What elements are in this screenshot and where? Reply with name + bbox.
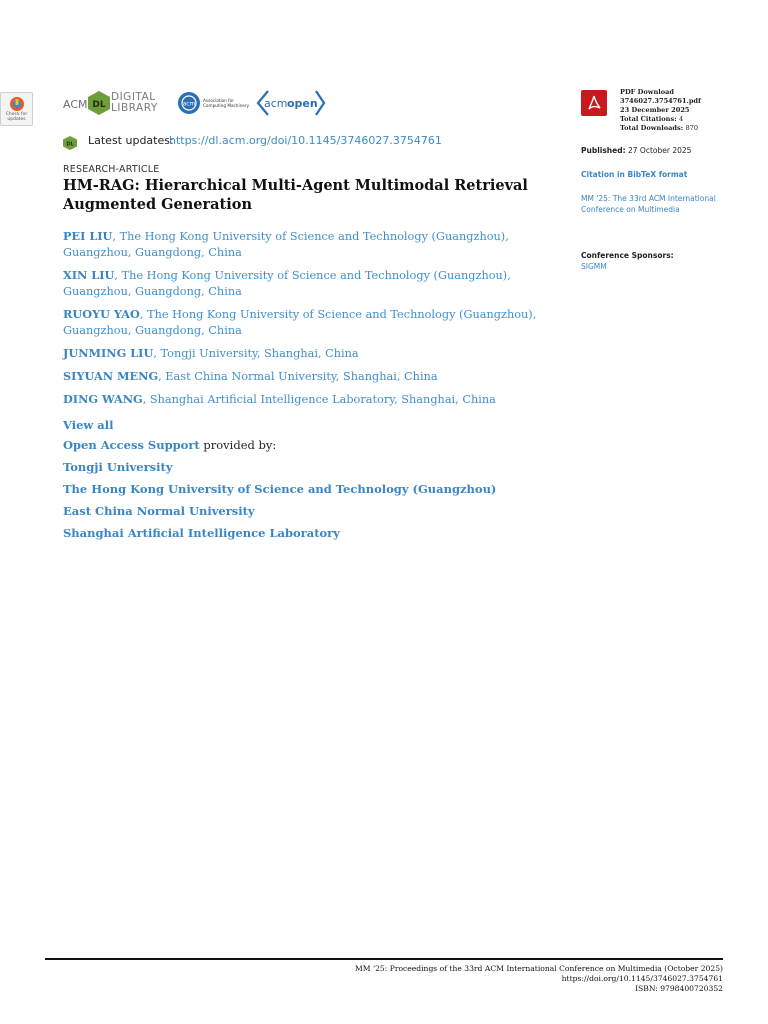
latest-updates-label: Latest updates:: [88, 134, 174, 147]
author-entry: [63, 345, 563, 362]
open-access-section: [63, 437, 563, 547]
author-affiliation: , East China Normal University, Shanghai, China: [158, 370, 438, 383]
footer-divider: [45, 958, 723, 960]
dl-hexagon-icon: [88, 91, 110, 115]
article-type: RESEARCH-ARTICLE: [63, 164, 160, 175]
pdf-citations: [620, 115, 760, 124]
author-name-link[interactable]: PEI LIU: [63, 229, 113, 243]
acm-dl-logo[interactable]: [63, 90, 167, 116]
check-for-updates-label: Check for updates: [5, 112, 28, 122]
author-name-link[interactable]: JUNMING LIU: [63, 346, 154, 360]
dl-hexagon-text: DL: [92, 100, 106, 110]
author-entry: [63, 267, 563, 300]
pdf-downloads-value: 870: [685, 124, 699, 132]
acm-dl-line1: DIGITAL: [111, 91, 156, 103]
article-title: HM-RAG: Hierarchical Multi-Agent Multimodal Retrieval Augmented Generation: [63, 177, 528, 213]
pdf-download-meta: [620, 88, 760, 133]
pdf-citations-value: 4: [678, 115, 684, 123]
author-affiliation: , The Hong Kong University of Science and Technology (Guangzhou), Guangzhou, Guangdong, China: [63, 308, 537, 337]
conference-link[interactable]: MM '25: The 33rd ACM International Conference on Multimedia: [581, 194, 716, 214]
open-access-support-link[interactable]: Open Access Support: [63, 438, 200, 452]
acm-dl-words: [111, 92, 158, 114]
acm-open-acm-text: acm: [264, 97, 288, 110]
author-affiliation: , The Hong Kong University of Science and Technology (Guangzhou), Guangzhou, Guangdong, China: [63, 230, 509, 259]
pdf-icon[interactable]: [581, 90, 607, 116]
sponsor-link[interactable]: SIGMM: [581, 262, 607, 271]
published-label: Published:: [581, 146, 626, 155]
check-for-updates-badge[interactable]: [0, 92, 33, 126]
published-value: 27 October 2025: [628, 146, 692, 155]
pdf-downloads-label: Total Downloads:: [620, 124, 684, 132]
author-list: [63, 228, 563, 433]
publisher-logos: [63, 88, 333, 118]
sponsors-label: Conference Sponsors:: [581, 251, 674, 260]
pdf-downloads: [620, 124, 760, 133]
pdf-filename: 3746027.3754761.pdf: [620, 97, 701, 105]
open-access-suffix: provided by:: [199, 438, 277, 452]
latest-updates-link[interactable]: https://dl.acm.org/doi/10.1145/3746027.3754761: [169, 134, 442, 147]
acm-open-logo[interactable]: [256, 89, 326, 117]
author-entry: [63, 368, 563, 385]
assoc-line2: Computing Machinery: [203, 103, 250, 108]
pdf-download-heading[interactable]: PDF Download: [620, 88, 675, 96]
published-date: [581, 146, 691, 155]
svg-text:DL: DL: [66, 141, 74, 148]
check-for-updates-icon: [8, 96, 26, 112]
author-entry: [63, 391, 563, 408]
open-access-heading: [63, 437, 563, 453]
author-affiliation: , The Hong Kong University of Science and Technology (Guangzhou), Guangzhou, Guangdong, China: [63, 269, 511, 298]
open-access-institution[interactable]: Tongji University: [63, 460, 173, 474]
author-name-link[interactable]: RUOYU YAO: [63, 307, 140, 321]
open-access-institution[interactable]: East China Normal University: [63, 504, 255, 518]
pdf-date: 23 December 2025: [620, 106, 690, 114]
footer-proceedings: MM '25: Proceedings of the 33rd ACM International Conference on Multimedia (October 2025): [355, 964, 723, 973]
dl-mini-icon: [63, 136, 77, 150]
footer-isbn: ISBN: 9798400720352: [635, 984, 723, 993]
assoc-line1: Association for: [203, 98, 234, 103]
author-affiliation: , Shanghai Artificial Intelligence Laboratory, Shanghai, China: [142, 393, 496, 406]
author-name-link[interactable]: DING WANG: [63, 392, 143, 406]
acm-open-icon: [256, 89, 326, 117]
view-all-authors-link[interactable]: View all: [63, 418, 114, 432]
latest-updates: [63, 134, 543, 150]
author-name-link[interactable]: SIYUAN MENG: [63, 369, 159, 383]
author-entry: [63, 228, 563, 261]
pdf-citations-label: Total Citations:: [620, 115, 677, 123]
footer-citation: [355, 964, 723, 994]
acm-association-text: [203, 98, 249, 108]
conference-sponsors: [581, 250, 674, 272]
acm-diamond-icon: [177, 90, 201, 116]
footer-doi: https://doi.org/10.1145/3746027.3754761: [561, 974, 723, 983]
svg-text:acm: acm: [182, 100, 196, 108]
acm-open-open-text: open: [287, 97, 318, 110]
acm-dl-line2: LIBRARY: [111, 102, 158, 114]
acm-association-logo[interactable]: [177, 90, 251, 116]
author-name-link[interactable]: XIN LIU: [63, 268, 115, 282]
author-entry: [63, 306, 563, 339]
author-affiliation: , Tongji University, Shanghai, China: [153, 347, 359, 360]
open-access-institution[interactable]: Shanghai Artificial Intelligence Laboratory: [63, 526, 340, 540]
open-access-institution[interactable]: The Hong Kong University of Science and Technology (Guangzhou): [63, 482, 497, 496]
acm-dl-acm-text: ACM: [63, 98, 88, 111]
pdf-acrobat-icon: [581, 90, 607, 116]
bibtex-citation-link[interactable]: Citation in BibTeX format: [581, 170, 688, 179]
